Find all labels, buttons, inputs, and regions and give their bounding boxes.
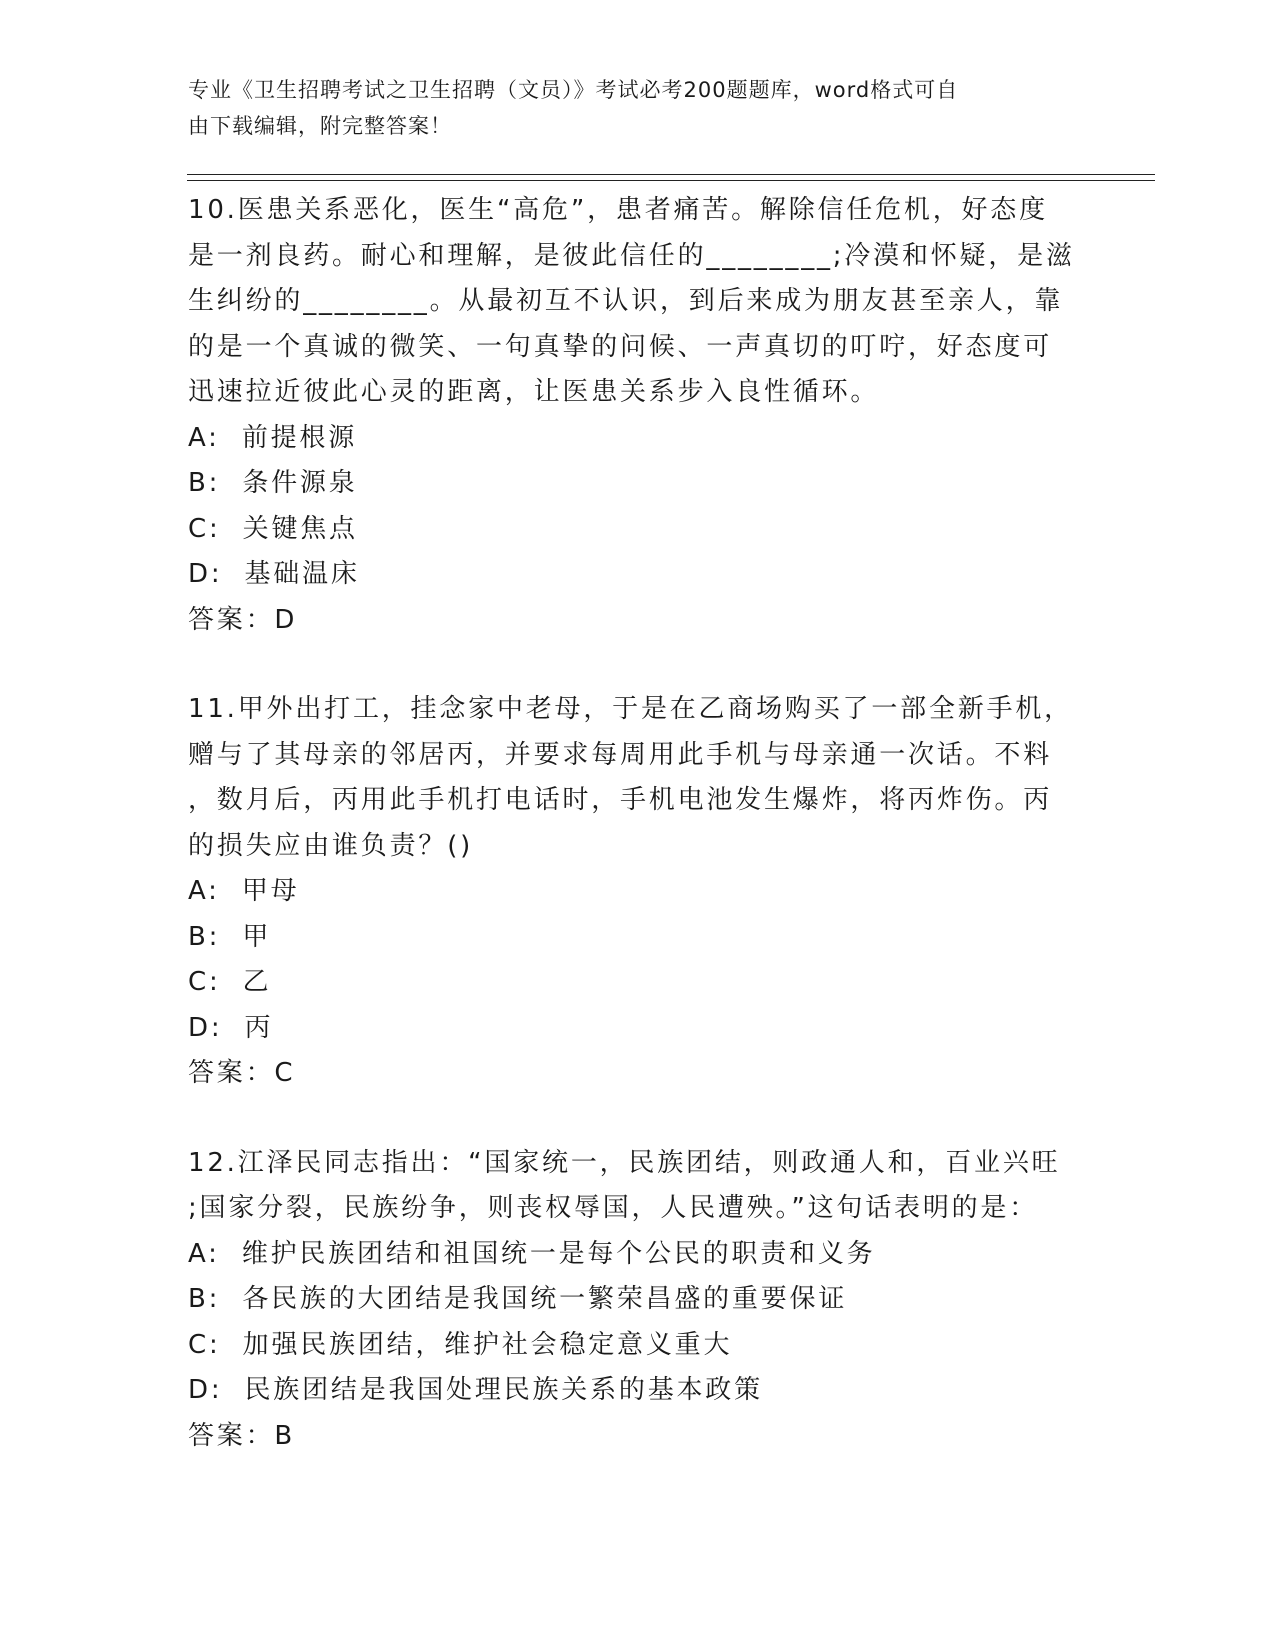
answer-line: 答案：C	[188, 1058, 296, 1088]
header-divider-top	[187, 174, 1155, 175]
answer-line: 答案：D	[188, 604, 298, 635]
question-11	[188, 687, 1088, 1097]
question-stem-line: 赠与了其母亲的邻居丙，并要求每周用此手机与母亲通一次话。不料	[188, 739, 1053, 770]
question-stem-line: 10.医患关系恶化，医生“高危”，患者痛苦。解除信任危机，好态度	[188, 195, 1048, 225]
option-c: C: 关键焦点	[188, 513, 358, 544]
page-header	[188, 72, 1068, 144]
question-stem-line: 11.甲外出打工，挂念家中老母，于是在乙商场购买了一部全新手机，	[188, 694, 1073, 724]
option-d: D: 民族团结是我国处理民族关系的基本政策	[188, 1375, 763, 1405]
answer-line: 答案：B	[188, 1420, 296, 1451]
header-divider-bottom	[187, 180, 1155, 181]
option-b: B: 甲	[188, 921, 272, 952]
option-a: A: 维护民族团结和祖国统一是每个公民的职责和义务	[188, 1238, 876, 1269]
question-stem-line: ;国家分裂，民族纷争，则丧权辱国，人民遭殃。”这句话表明的是：	[188, 1193, 1039, 1223]
header-line-1: 专业《卫生招聘考试之卫生招聘（文员）》考试必考200题题库，word格式可自	[188, 78, 959, 102]
question-stem-line: 是一剂良药。耐心和理解，是彼此信任的________;冷漠和怀疑，是滋	[188, 240, 1075, 271]
question-stem-line: 12.江泽民同志指出：“国家统一，民族团结，则政通人和，百业兴旺	[188, 1147, 1061, 1178]
option-c: C: 乙	[188, 967, 272, 997]
question-stem-line: ，数月后，丙用此手机打电话时，手机电池发生爆炸，将丙炸伤。丙	[188, 785, 1053, 815]
option-a: A: 甲母	[188, 876, 300, 906]
option-d: D: 基础温床	[188, 559, 360, 589]
option-a: A: 前提根源	[188, 422, 358, 453]
question-10	[188, 188, 1088, 643]
question-stem-line: 生纠纷的________。从最初互不认识，到后来成为朋友甚至亲人，靠	[188, 286, 1064, 316]
option-b: B: 条件源泉	[188, 468, 358, 498]
question-stem-line: 迅速拉近彼此心灵的距离，让医患关系步入良性循环。	[188, 377, 880, 407]
question-12	[188, 1141, 1088, 1460]
option-d: D: 丙	[188, 1012, 274, 1043]
header-line-2: 由下载编辑，附完整答案！	[188, 114, 452, 138]
question-stem-line: 的损失应由谁负责？()	[188, 830, 474, 861]
option-c: C: 加强民族团结，维护社会稳定意义重大	[188, 1329, 733, 1360]
question-stem-line: 的是一个真诚的微笑、一句真挚的问候、一声真切的叮咛，好态度可	[188, 331, 1053, 362]
option-b: B: 各民族的大团结是我国统一繁荣昌盛的重要保证	[188, 1284, 848, 1314]
question-list	[188, 188, 1088, 1503]
